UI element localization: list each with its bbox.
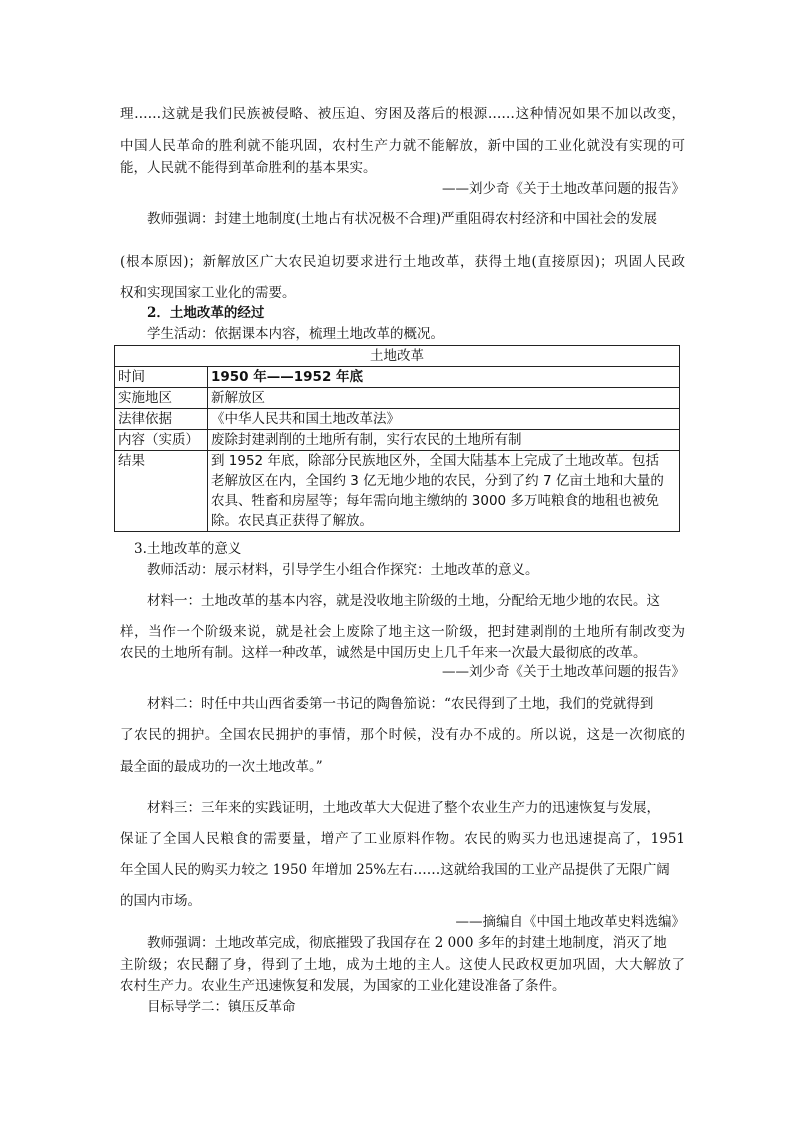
- row-value: 1950 年——1952 年底: [208, 367, 680, 388]
- table-row: [115, 367, 680, 388]
- table-row: [115, 430, 680, 451]
- result-line: 农具、牲畜和房屋等；每年需向地主缴纳的 3000 多万吨粮食的地租也被免: [211, 493, 659, 509]
- result-line: 除。农民真正获得了解放。: [211, 513, 373, 529]
- paragraph-line: 最全面的最成功的一次土地改革。”: [120, 759, 323, 775]
- row-key: 法律依据: [115, 409, 208, 430]
- paragraph-line: 农民的土地所有制。这样一种改革，诚然是中国历史上几千年来一次最大最彻底的改革。: [120, 645, 647, 661]
- table-header-row: [115, 346, 680, 367]
- row-value: 《中华人民共和国土地改革法》: [208, 409, 680, 430]
- table-row: [115, 388, 680, 409]
- paragraph-line: (根本原因)；新解放区广大农民迫切要求进行土地改革，获得土地(直接原因)；巩固人民政: [120, 254, 685, 270]
- paragraph-line: 保证了全国人民粮食的需要量，增产了工业原料作物。农民的购买力也迅速提高了，1951: [120, 831, 685, 847]
- student-activity: 学生活动：依据课本内容，梳理土地改革的概况。: [147, 326, 444, 342]
- row-key: 实施地区: [115, 388, 208, 409]
- teacher-emphasis: 教师强调：土地改革完成，彻底摧毁了我国存在 2 000 多年的封建土地制度，消灭了地: [147, 935, 667, 951]
- table-row: [115, 451, 680, 532]
- row-key: 时间: [115, 367, 208, 388]
- material-one: 材料一：土地改革的基本内容，就是没收地主阶级的土地，分配给无地少地的农民。这: [147, 593, 660, 609]
- material-two: 材料二：时任中共山西省委第一书记的陶鲁笳说：“农民得到了土地，我们的党就得到: [147, 696, 654, 712]
- quote-source: ——摘编自《中国土地改革史料选编》: [455, 914, 685, 930]
- teacher-emphasis: 教师强调：封建土地制度(土地占有状况极不合理)严重阻碍农村经济和中国社会的发展: [147, 211, 658, 227]
- paragraph-line: 农村生产力。农业生产迅速恢复和发展，为国家的工业化建设准备了条件。: [120, 978, 566, 994]
- paragraph-line: 了农民的拥护。全国农民拥护的事情，那个时候，没有办不成的。所以说，这是一次彻底的: [120, 727, 685, 743]
- paragraph-line: 年全国人民的购买力较之 1950 年增加 25%左右……这就给我国的工业产品提供了无限广阔: [120, 862, 670, 878]
- paragraph-line: 中国人民革命的胜利就不能巩固，农村生产力就不能解放，新中国的工业化就没有实现的可: [120, 138, 685, 154]
- result-line: 到 1952 年底，除部分民族地区外，全国大陆基本上完成了土地改革。包括: [211, 453, 659, 469]
- section-heading: 3.土地改革的意义: [134, 541, 242, 557]
- goal-heading: 目标导学二：镇压反革命: [147, 999, 296, 1015]
- paragraph-line: 的国内市场。: [120, 893, 201, 909]
- table-row: [115, 409, 680, 430]
- row-value: 废除封建剥削的土地所有制，实行农民的土地所有制: [208, 430, 680, 451]
- result-line: 老解放区在内，全国约 3 亿无地少地的农民，分到了约 7 亿亩土地和大量的: [211, 473, 664, 489]
- teacher-activity: 教师活动：展示材料，引导学生小组合作探究：土地改革的意义。: [147, 562, 539, 578]
- row-value-multiline: [208, 451, 680, 532]
- row-key: 内容（实质）: [115, 430, 208, 451]
- table-title: 土地改革: [115, 346, 680, 367]
- paragraph-line: 主阶级；农民翻了身，得到了土地，成为土地的主人。这使人民政权更加巩固，大大解放了: [120, 957, 685, 973]
- paragraph-line: 能，人民就不能得到革命胜利的基本果实。: [120, 160, 377, 176]
- paragraph-line: 权和实现国家工业化的需要。: [120, 285, 296, 301]
- material-three: 材料三：三年来的实践证明，土地改革大大促进了整个农业生产力的迅速恢复与发展，: [147, 800, 660, 816]
- quote-source: ——刘少奇《关于土地改革问题的报告》: [442, 181, 685, 197]
- row-key: 结果: [115, 451, 208, 532]
- row-value: 新解放区: [208, 388, 680, 409]
- land-reform-table: [114, 345, 680, 532]
- section-heading: 2．土地改革的经过: [147, 305, 265, 321]
- paragraph-line: 样，当作一个阶级来说，就是社会上废除了地主这一阶级，把封建剥削的土地所有制改变为: [120, 624, 685, 640]
- quote-source: ——刘少奇《关于土地改革问题的报告》: [442, 664, 685, 680]
- paragraph-line: 理……这就是我们民族被侵略、被压迫、穷困及落后的根源……这种情况如果不加以改变，: [120, 106, 685, 122]
